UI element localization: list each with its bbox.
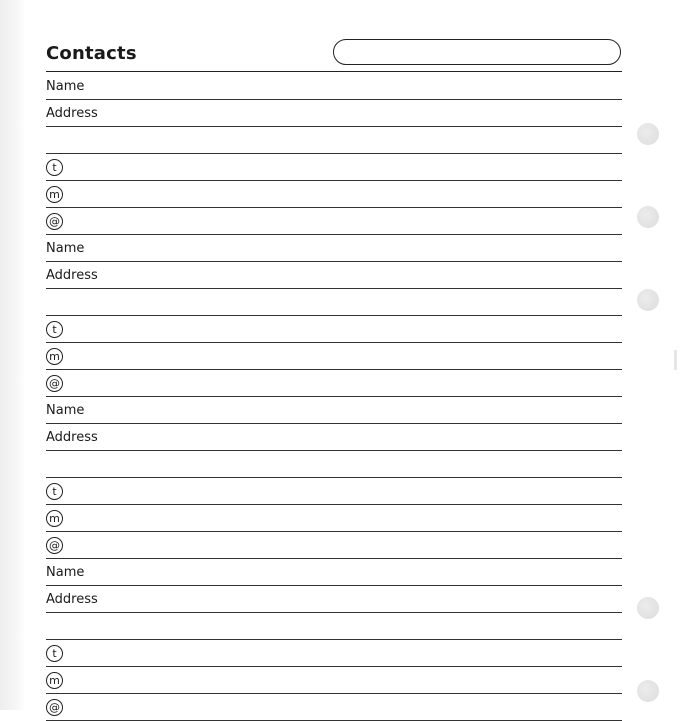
address-label: Address: [46, 268, 98, 283]
edge-mark: [674, 350, 677, 370]
address-label: Address: [46, 430, 98, 445]
page-title: Contacts: [46, 43, 137, 64]
telephone-row[interactable]: [46, 154, 622, 181]
address-label: Address: [46, 592, 98, 607]
binder-hole-icon: [637, 206, 659, 228]
binder-hole-icon: [637, 289, 659, 311]
name-label: Name: [46, 403, 85, 418]
contacts-sheet: [24, 0, 644, 714]
name-label: Name: [46, 565, 85, 580]
binder-hole-icon: [637, 597, 659, 619]
email-row[interactable]: [46, 694, 622, 721]
name-row[interactable]: [46, 559, 622, 586]
address-line-row[interactable]: [46, 127, 622, 154]
telephone-row[interactable]: [46, 640, 622, 667]
binding-shadow: [0, 0, 26, 710]
mobile-row[interactable]: [46, 667, 622, 694]
email-icon: @: [46, 375, 63, 392]
address-row[interactable]: [46, 424, 622, 451]
mobile-icon: m: [46, 672, 63, 689]
address-row[interactable]: [46, 262, 622, 289]
name-row[interactable]: [46, 73, 622, 100]
mobile-icon: m: [46, 186, 63, 203]
header-rule: [46, 71, 622, 72]
email-icon: @: [46, 699, 63, 716]
name-row[interactable]: [46, 235, 622, 262]
address-line-row[interactable]: [46, 613, 622, 640]
address-line-row[interactable]: [46, 289, 622, 316]
email-row[interactable]: [46, 532, 622, 559]
telephone-icon: t: [46, 159, 63, 176]
address-line-row[interactable]: [46, 451, 622, 478]
title-field[interactable]: [333, 39, 621, 65]
email-row[interactable]: [46, 370, 622, 397]
telephone-row[interactable]: [46, 316, 622, 343]
binder-hole-icon: [637, 123, 659, 145]
address-label: Address: [46, 106, 98, 121]
name-label: Name: [46, 241, 85, 256]
address-row[interactable]: [46, 100, 622, 127]
binder-hole-icon: [637, 680, 659, 702]
mobile-row[interactable]: [46, 343, 622, 370]
name-row[interactable]: [46, 397, 622, 424]
mobile-row[interactable]: [46, 181, 622, 208]
name-label: Name: [46, 79, 85, 94]
telephone-icon: t: [46, 483, 63, 500]
email-icon: @: [46, 537, 63, 554]
mobile-row[interactable]: [46, 505, 622, 532]
mobile-icon: m: [46, 510, 63, 527]
telephone-icon: t: [46, 645, 63, 662]
mobile-icon: m: [46, 348, 63, 365]
telephone-row[interactable]: [46, 478, 622, 505]
email-row[interactable]: [46, 208, 622, 235]
address-row[interactable]: [46, 586, 622, 613]
telephone-icon: t: [46, 321, 63, 338]
email-icon: @: [46, 213, 63, 230]
